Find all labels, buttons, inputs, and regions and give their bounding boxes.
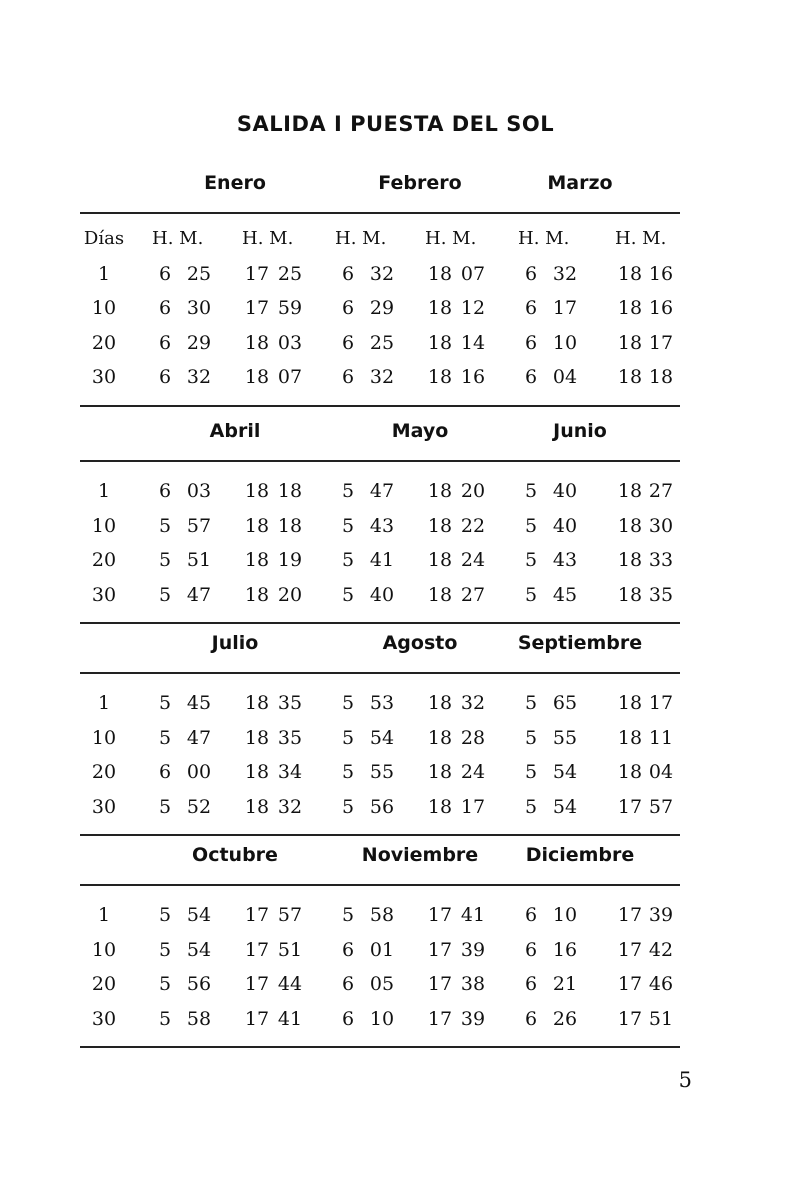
time-cell: 18 bbox=[617, 262, 643, 285]
time-cell: 18 bbox=[617, 726, 643, 749]
time-cell: 18 bbox=[427, 480, 453, 502]
day-cell: 1 bbox=[97, 480, 111, 502]
month-headings bbox=[80, 420, 680, 460]
hm-header: H. M. bbox=[518, 228, 570, 249]
time-cell: 6 bbox=[524, 904, 538, 926]
time-cell: 25 bbox=[277, 262, 303, 285]
time-cell: 00 bbox=[186, 761, 212, 783]
time-cell: 6 bbox=[341, 366, 355, 388]
time-cell: 10 bbox=[552, 331, 578, 354]
time-cell: 20 bbox=[277, 583, 303, 606]
time-cell: 54 bbox=[369, 726, 395, 749]
time-cell: 17 bbox=[552, 297, 578, 319]
time-cell: 5 bbox=[158, 583, 172, 606]
time-cell: 27 bbox=[648, 480, 674, 502]
time-cell: 47 bbox=[369, 480, 395, 502]
time-cell: 18 bbox=[244, 366, 270, 388]
time-cell: 34 bbox=[277, 761, 303, 783]
day-cell: 10 bbox=[91, 938, 117, 961]
time-cell: 30 bbox=[648, 514, 674, 537]
time-cell: 6 bbox=[524, 331, 538, 354]
time-cell: 19 bbox=[277, 549, 303, 571]
day-cell: 30 bbox=[91, 1007, 117, 1030]
divider bbox=[80, 212, 680, 214]
time-cell: 5 bbox=[158, 514, 172, 537]
time-cell: 17 bbox=[427, 904, 453, 926]
time-cell: 54 bbox=[186, 904, 212, 926]
time-cell: 29 bbox=[186, 331, 212, 354]
time-cell: 17 bbox=[617, 904, 643, 926]
time-cell: 5 bbox=[524, 795, 538, 818]
time-cell: 27 bbox=[460, 583, 486, 606]
day-cell: 1 bbox=[97, 904, 111, 926]
time-cell: 5 bbox=[158, 973, 172, 995]
month-heading: Octubre bbox=[192, 844, 278, 866]
time-cell: 41 bbox=[369, 549, 395, 571]
time-cell: 18 bbox=[427, 692, 453, 714]
time-cell: 6 bbox=[524, 1007, 538, 1030]
time-cell: 16 bbox=[648, 262, 674, 285]
time-cell: 18 bbox=[617, 583, 643, 606]
time-cell: 18 bbox=[427, 761, 453, 783]
hm-header: H. M. bbox=[335, 228, 387, 249]
time-cell: 35 bbox=[277, 692, 303, 714]
time-cell: 18 bbox=[244, 480, 270, 502]
time-cell: 18 bbox=[648, 366, 674, 388]
day-cell: 30 bbox=[91, 795, 117, 818]
day-cell: 30 bbox=[91, 583, 117, 606]
time-cell: 5 bbox=[158, 904, 172, 926]
day-cell: 20 bbox=[91, 549, 117, 571]
time-cell: 32 bbox=[552, 262, 578, 285]
divider bbox=[80, 405, 680, 407]
column-header-row bbox=[80, 222, 680, 257]
time-cell: 11 bbox=[648, 726, 674, 749]
time-cell: 57 bbox=[186, 514, 212, 537]
time-cell: 59 bbox=[277, 297, 303, 319]
time-cell: 18 bbox=[617, 331, 643, 354]
month-group bbox=[80, 632, 680, 836]
time-cell: 5 bbox=[158, 795, 172, 818]
time-cell: 18 bbox=[277, 480, 303, 502]
month-headings bbox=[80, 172, 680, 212]
time-cell: 57 bbox=[648, 795, 674, 818]
hm-header: H. M. bbox=[425, 228, 477, 249]
time-cell: 18 bbox=[617, 366, 643, 388]
time-cell: 04 bbox=[552, 366, 578, 388]
time-cell: 20 bbox=[460, 480, 486, 502]
time-cell: 22 bbox=[460, 514, 486, 537]
time-cell: 18 bbox=[617, 761, 643, 783]
month-headings bbox=[80, 844, 680, 884]
time-cell: 35 bbox=[648, 583, 674, 606]
time-cell: 6 bbox=[341, 1007, 355, 1030]
time-cell: 5 bbox=[341, 761, 355, 783]
time-cell: 25 bbox=[369, 331, 395, 354]
time-cell: 18 bbox=[617, 692, 643, 714]
table-row bbox=[80, 474, 680, 509]
time-cell: 56 bbox=[186, 973, 212, 995]
time-cell: 17 bbox=[244, 297, 270, 319]
month-heading: Junio bbox=[553, 420, 607, 442]
month-heading: Mayo bbox=[391, 420, 449, 442]
time-cell: 5 bbox=[524, 480, 538, 502]
hm-header: H. M. bbox=[242, 228, 294, 249]
time-cell: 32 bbox=[186, 366, 212, 388]
time-cell: 35 bbox=[277, 726, 303, 749]
time-cell: 18 bbox=[244, 761, 270, 783]
time-cell: 5 bbox=[341, 692, 355, 714]
time-cell: 17 bbox=[427, 938, 453, 961]
hm-header: H. M. bbox=[152, 228, 204, 249]
time-cell: 39 bbox=[648, 904, 674, 926]
time-cell: 18 bbox=[427, 514, 453, 537]
divider bbox=[80, 834, 680, 836]
day-cell: 1 bbox=[97, 262, 111, 285]
time-cell: 18 bbox=[244, 514, 270, 537]
time-cell: 12 bbox=[460, 297, 486, 319]
time-cell: 07 bbox=[460, 262, 486, 285]
time-cell: 57 bbox=[277, 904, 303, 926]
time-cell: 6 bbox=[341, 331, 355, 354]
page-title: SALIDA I PUESTA DEL SOL bbox=[236, 112, 555, 136]
table-row bbox=[80, 291, 680, 326]
time-cell: 25 bbox=[186, 262, 212, 285]
time-cell: 41 bbox=[277, 1007, 303, 1030]
time-cell: 5 bbox=[341, 904, 355, 926]
time-cell: 32 bbox=[460, 692, 486, 714]
month-heading: Enero bbox=[204, 172, 266, 194]
time-cell: 03 bbox=[277, 331, 303, 354]
table-row bbox=[80, 509, 680, 544]
time-cell: 17 bbox=[244, 973, 270, 995]
time-cell: 5 bbox=[341, 583, 355, 606]
time-cell: 17 bbox=[460, 795, 486, 818]
time-cell: 16 bbox=[648, 297, 674, 319]
time-cell: 58 bbox=[369, 904, 395, 926]
time-cell: 40 bbox=[552, 514, 578, 537]
month-group bbox=[80, 844, 680, 1048]
time-cell: 39 bbox=[460, 1007, 486, 1030]
time-cell: 17 bbox=[244, 938, 270, 961]
time-cell: 17 bbox=[648, 692, 674, 714]
time-cell: 33 bbox=[648, 549, 674, 571]
time-cell: 18 bbox=[244, 795, 270, 818]
day-cell: 20 bbox=[91, 331, 117, 354]
time-cell: 18 bbox=[427, 583, 453, 606]
time-cell: 5 bbox=[158, 692, 172, 714]
time-cell: 17 bbox=[427, 1007, 453, 1030]
time-cell: 43 bbox=[552, 549, 578, 571]
time-cell: 5 bbox=[524, 514, 538, 537]
time-cell: 18 bbox=[617, 549, 643, 571]
time-cell: 18 bbox=[427, 726, 453, 749]
time-cell: 18 bbox=[427, 549, 453, 571]
time-cell: 6 bbox=[524, 366, 538, 388]
time-cell: 18 bbox=[427, 795, 453, 818]
time-cell: 6 bbox=[158, 480, 172, 502]
time-cell: 5 bbox=[158, 549, 172, 571]
time-cell: 41 bbox=[460, 904, 486, 926]
day-cell: 10 bbox=[91, 514, 117, 537]
time-cell: 5 bbox=[341, 795, 355, 818]
time-cell: 6 bbox=[341, 297, 355, 319]
time-cell: 5 bbox=[524, 761, 538, 783]
time-cell: 6 bbox=[341, 262, 355, 285]
table-row bbox=[80, 543, 680, 578]
time-cell: 04 bbox=[648, 761, 674, 783]
time-cell: 6 bbox=[524, 262, 538, 285]
time-cell: 24 bbox=[460, 761, 486, 783]
time-cell: 29 bbox=[369, 297, 395, 319]
month-heading: Septiembre bbox=[517, 632, 643, 654]
time-cell: 14 bbox=[460, 331, 486, 354]
time-cell: 21 bbox=[552, 973, 578, 995]
time-cell: 5 bbox=[524, 726, 538, 749]
time-cell: 18 bbox=[244, 692, 270, 714]
time-cell: 5 bbox=[158, 1007, 172, 1030]
time-cell: 5 bbox=[524, 549, 538, 571]
time-cell: 30 bbox=[186, 297, 212, 319]
time-cell: 5 bbox=[341, 549, 355, 571]
time-cell: 07 bbox=[277, 366, 303, 388]
time-cell: 5 bbox=[341, 514, 355, 537]
time-cell: 6 bbox=[158, 262, 172, 285]
time-cell: 17 bbox=[617, 973, 643, 995]
time-cell: 5 bbox=[158, 938, 172, 961]
time-cell: 5 bbox=[158, 726, 172, 749]
table-row bbox=[80, 933, 680, 968]
time-cell: 17 bbox=[648, 331, 674, 354]
hm-header: H. M. bbox=[615, 228, 667, 249]
month-headings bbox=[80, 632, 680, 672]
time-cell: 40 bbox=[552, 480, 578, 502]
time-cell: 51 bbox=[186, 549, 212, 571]
time-cell: 38 bbox=[460, 973, 486, 995]
time-cell: 54 bbox=[552, 795, 578, 818]
time-cell: 6 bbox=[158, 297, 172, 319]
time-cell: 26 bbox=[552, 1007, 578, 1030]
month-heading: Diciembre bbox=[525, 844, 635, 866]
time-cell: 17 bbox=[244, 904, 270, 926]
page-number: 5 bbox=[678, 1068, 692, 1092]
time-cell: 17 bbox=[427, 973, 453, 995]
table-row bbox=[80, 578, 680, 613]
time-cell: 28 bbox=[460, 726, 486, 749]
time-cell: 18 bbox=[427, 297, 453, 319]
time-cell: 17 bbox=[617, 795, 643, 818]
time-cell: 53 bbox=[369, 692, 395, 714]
time-cell: 16 bbox=[552, 938, 578, 961]
time-cell: 45 bbox=[552, 583, 578, 606]
time-cell: 16 bbox=[460, 366, 486, 388]
time-cell: 17 bbox=[244, 262, 270, 285]
time-cell: 56 bbox=[369, 795, 395, 818]
time-cell: 32 bbox=[369, 366, 395, 388]
time-cell: 18 bbox=[244, 583, 270, 606]
time-cell: 18 bbox=[427, 331, 453, 354]
time-cell: 47 bbox=[186, 583, 212, 606]
time-cell: 46 bbox=[648, 973, 674, 995]
time-cell: 18 bbox=[244, 549, 270, 571]
time-cell: 6 bbox=[158, 366, 172, 388]
time-cell: 44 bbox=[277, 973, 303, 995]
time-cell: 17 bbox=[244, 1007, 270, 1030]
time-cell: 5 bbox=[524, 583, 538, 606]
time-cell: 45 bbox=[186, 692, 212, 714]
time-cell: 03 bbox=[186, 480, 212, 502]
table-row bbox=[80, 790, 680, 825]
time-cell: 42 bbox=[648, 938, 674, 961]
time-cell: 58 bbox=[186, 1007, 212, 1030]
time-cell: 55 bbox=[369, 761, 395, 783]
time-cell: 5 bbox=[524, 692, 538, 714]
time-cell: 39 bbox=[460, 938, 486, 961]
table-row bbox=[80, 898, 680, 933]
table-row bbox=[80, 326, 680, 361]
time-cell: 51 bbox=[277, 938, 303, 961]
time-cell: 18 bbox=[617, 514, 643, 537]
time-cell: 6 bbox=[341, 973, 355, 995]
time-cell: 18 bbox=[427, 262, 453, 285]
day-cell: 10 bbox=[91, 726, 117, 749]
month-heading: Noviembre bbox=[361, 844, 479, 866]
dias-header: Días bbox=[83, 228, 125, 249]
time-cell: 24 bbox=[460, 549, 486, 571]
month-heading: Julio bbox=[211, 632, 259, 654]
time-cell: 01 bbox=[369, 938, 395, 961]
day-cell: 30 bbox=[91, 366, 117, 388]
time-cell: 05 bbox=[369, 973, 395, 995]
time-cell: 18 bbox=[244, 726, 270, 749]
time-cell: 6 bbox=[341, 938, 355, 961]
table-row bbox=[80, 686, 680, 721]
time-cell: 43 bbox=[369, 514, 395, 537]
divider bbox=[80, 1046, 680, 1048]
time-cell: 40 bbox=[369, 583, 395, 606]
time-cell: 32 bbox=[277, 795, 303, 818]
time-cell: 10 bbox=[552, 904, 578, 926]
divider bbox=[80, 622, 680, 624]
month-heading: Febrero bbox=[378, 172, 462, 194]
time-cell: 5 bbox=[341, 726, 355, 749]
month-heading: Marzo bbox=[547, 172, 613, 194]
day-cell: 20 bbox=[91, 973, 117, 995]
time-cell: 54 bbox=[552, 761, 578, 783]
table-row bbox=[80, 1002, 680, 1037]
time-cell: 18 bbox=[244, 331, 270, 354]
time-cell: 55 bbox=[552, 726, 578, 749]
time-cell: 17 bbox=[617, 938, 643, 961]
day-cell: 10 bbox=[91, 297, 117, 319]
time-cell: 54 bbox=[186, 938, 212, 961]
time-cell: 52 bbox=[186, 795, 212, 818]
day-cell: 1 bbox=[97, 692, 111, 714]
day-cell: 20 bbox=[91, 761, 117, 783]
time-cell: 5 bbox=[341, 480, 355, 502]
month-heading: Agosto bbox=[382, 632, 458, 654]
time-cell: 6 bbox=[158, 331, 172, 354]
time-cell: 47 bbox=[186, 726, 212, 749]
table-row bbox=[80, 755, 680, 790]
time-cell: 6 bbox=[524, 938, 538, 961]
table-row bbox=[80, 721, 680, 756]
time-cell: 10 bbox=[369, 1007, 395, 1030]
time-cell: 65 bbox=[552, 692, 578, 714]
time-cell: 51 bbox=[648, 1007, 674, 1030]
time-cell: 18 bbox=[427, 366, 453, 388]
time-cell: 6 bbox=[524, 297, 538, 319]
table-row bbox=[80, 257, 680, 292]
time-cell: 18 bbox=[617, 480, 643, 502]
time-cell: 6 bbox=[524, 973, 538, 995]
time-cell: 17 bbox=[617, 1007, 643, 1030]
month-group bbox=[80, 420, 680, 624]
table-row bbox=[80, 967, 680, 1002]
month-heading: Abril bbox=[209, 420, 261, 442]
time-cell: 6 bbox=[158, 761, 172, 783]
time-cell: 18 bbox=[277, 514, 303, 537]
time-cell: 32 bbox=[369, 262, 395, 285]
table-row bbox=[80, 360, 680, 395]
time-cell: 18 bbox=[617, 297, 643, 319]
month-group bbox=[80, 172, 680, 407]
